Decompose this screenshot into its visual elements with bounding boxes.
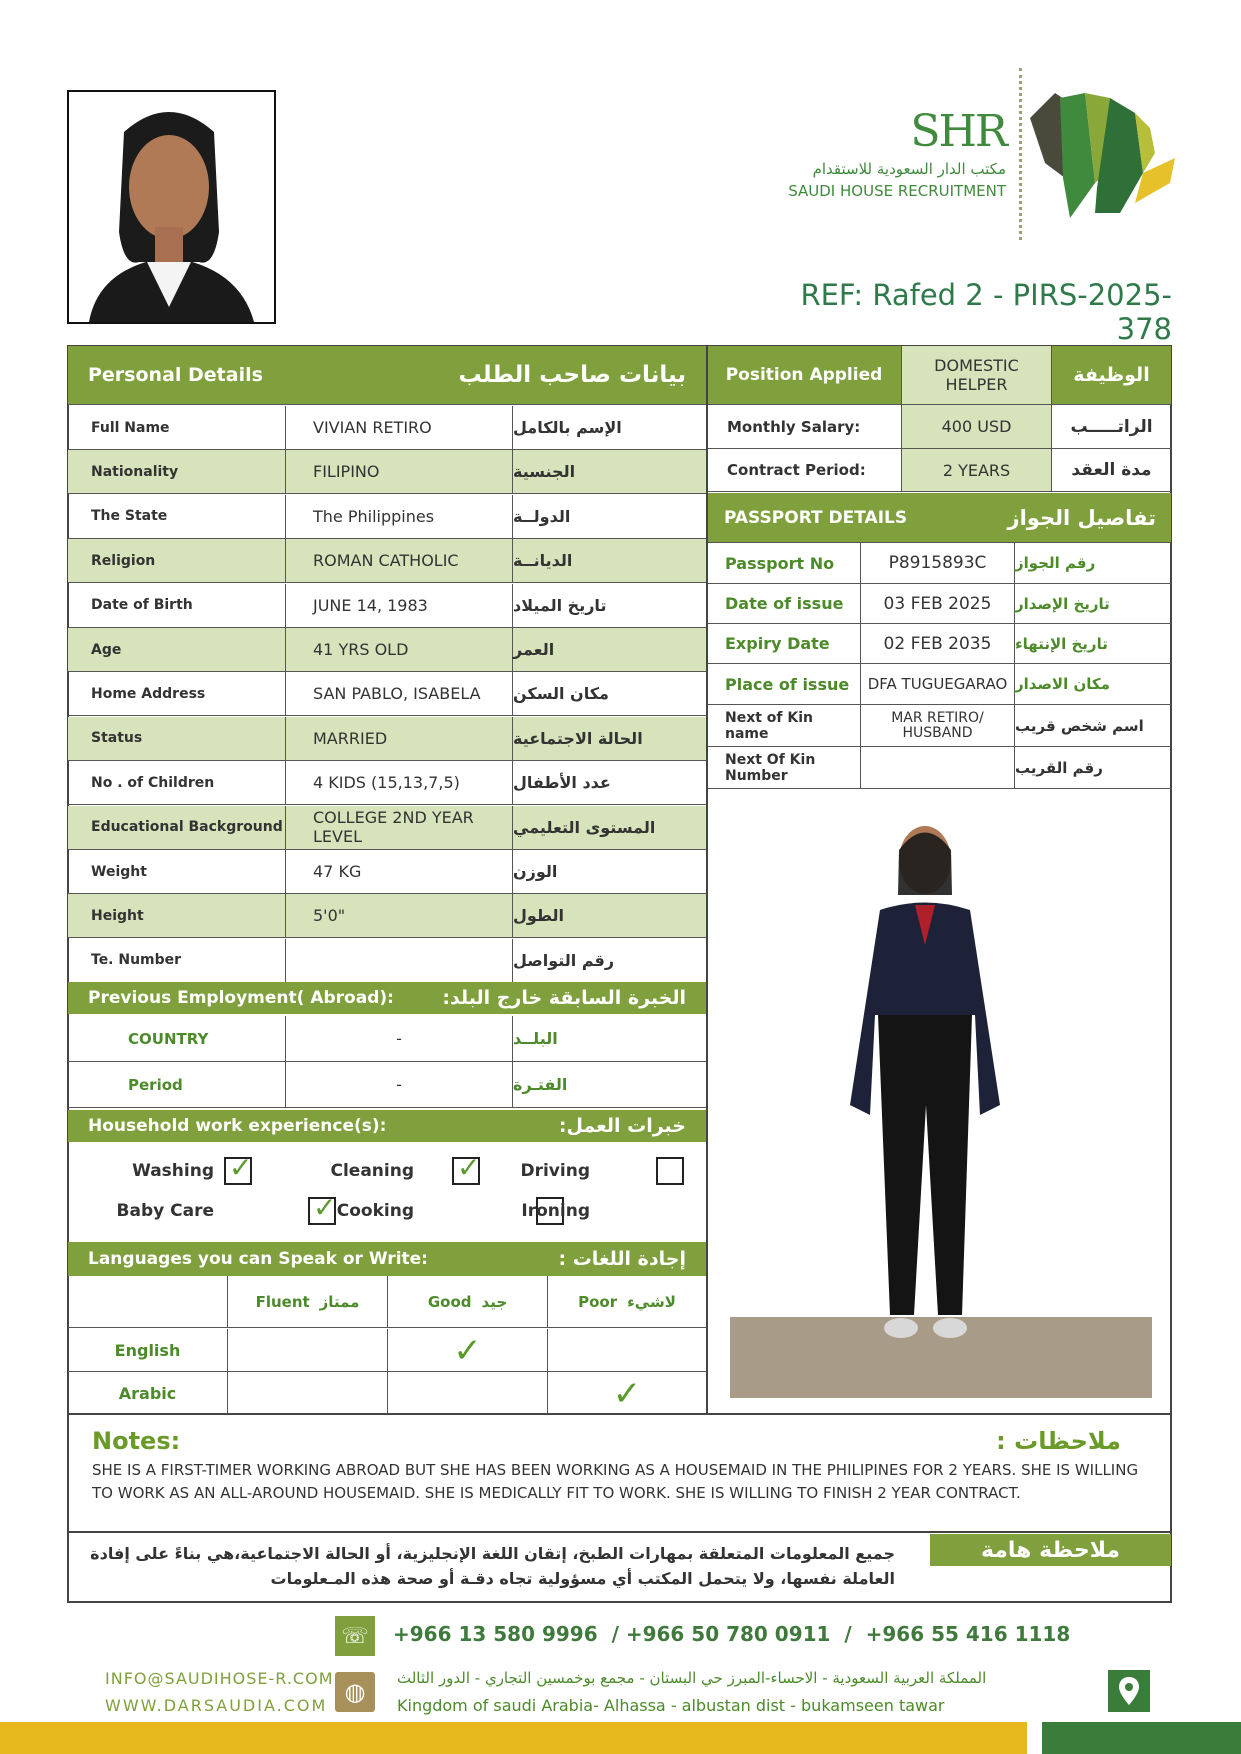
position-applied-ar: الوظيفة — [1052, 346, 1171, 404]
position-applied-value: DOMESTIC HELPER — [902, 346, 1052, 404]
personal-row-value: 4 KIDS (15,13,7,5) — [286, 761, 513, 804]
household-item-label: Cleaning — [330, 1161, 414, 1181]
logo-arabic-name: مكتب الدار السعودية للاستقدام — [812, 160, 1006, 178]
logo-english-name: SAUDI HOUSE RECRUITMENT — [788, 182, 1006, 200]
location-pin-icon — [1108, 1670, 1150, 1712]
important-note-text: جميع المعلومات المتعلقة بمهارات الطبخ، إتقان اللغة الإنجليزية، أو الحالة الاجتماعية،هي بناءً على إفادة العاملة نفسها، ولا يتحمل المكتب أي مسؤولية تجاه دقـة أو صحة هذه المـعلومات — [90, 1544, 895, 1588]
language-level-header — [387, 1276, 547, 1328]
personal-row-label: Nationality — [68, 450, 286, 493]
personal-row-label-ar: مكان السكن — [513, 684, 609, 704]
language-level-en: Fluent — [255, 1293, 310, 1311]
personal-details-header — [68, 346, 706, 405]
position-applied-label: Position Applied — [707, 346, 902, 404]
personal-row-label: Weight — [68, 850, 286, 893]
household-work-header — [68, 1110, 706, 1142]
passport-row-value: DFA TUGUEGARAO — [861, 664, 1015, 704]
passport-row — [707, 747, 1171, 789]
language-level-cell[interactable] — [227, 1372, 387, 1415]
saudi-map-icon — [1025, 88, 1180, 223]
language-level-header — [227, 1276, 387, 1328]
language-level-ar: لاشيء — [627, 1293, 676, 1311]
household-item-label: Cooking — [336, 1201, 414, 1221]
personal-row-label: Date of Birth — [68, 584, 286, 627]
previous-employment-value: - — [286, 1062, 513, 1107]
household-item-label: Ironing — [521, 1201, 590, 1221]
language-row — [68, 1329, 706, 1372]
checkmark-icon: ✓ — [612, 1373, 642, 1414]
notes-title-ar: ملاحظات : — [996, 1427, 1121, 1455]
phone-numbers: +966 13 580 9996 / +966 50 780 0911 / +966 55 416 1118 — [393, 1622, 1071, 1646]
personal-row-value — [286, 939, 513, 982]
monthly-salary-label: Monthly Salary: — [707, 405, 902, 448]
household-work-title-ar: خبرات العمل: — [558, 1115, 686, 1137]
personal-row-label: Te. Number — [68, 939, 286, 982]
previous-employment-label-ar: البلــد — [513, 1029, 558, 1048]
personal-row — [68, 450, 706, 494]
contract-period-ar: مدة العقد — [1071, 460, 1152, 480]
personal-row-label: Age — [68, 628, 286, 671]
personal-row — [68, 672, 706, 716]
logo-divider — [1019, 68, 1022, 240]
company-logo — [770, 106, 1006, 200]
personal-row — [68, 894, 706, 938]
personal-row-label-ar: تاريخ الميلاد — [513, 595, 607, 615]
notes-text: SHE IS A FIRST-TIMER WORKING ABROAD BUT SHE HAS BEEN WORKING AS A HOUSEMAID IN THE PHILIPINES FOR 2 YEARS. SHE IS WILLING TO WORK AS AN ALL-AROUND HOUSEMAID. SHE IS MEDICALLY FIT TO WORK. SHE IS WILLING TO FINISH 2 YEAR CONTRACT. — [92, 1461, 1139, 1502]
language-level-en: Good — [427, 1293, 472, 1311]
contract-period-row — [707, 449, 1171, 492]
personal-row-label: Home Address — [68, 672, 286, 715]
contract-period-value: 2 YEARS — [902, 449, 1052, 491]
personal-row-value: FILIPINO — [286, 450, 513, 493]
passport-row — [707, 584, 1171, 624]
personal-row — [68, 761, 706, 805]
website-link[interactable]: WWW.DARSAUDIA.COM — [105, 1696, 328, 1715]
languages-title-ar: إجادة اللغات : — [558, 1248, 686, 1270]
personal-row-label: Full Name — [68, 406, 286, 449]
checkmark-icon: ✓ — [457, 1151, 481, 1184]
personal-row-label: No . of Children — [68, 761, 286, 804]
notes-section — [68, 1413, 1171, 1533]
position-applied-row — [707, 346, 1171, 405]
personal-row-label: Height — [68, 894, 286, 937]
passport-row-label: Next Of Kin Number — [707, 747, 861, 788]
personal-row-label-ar: الجنسية — [513, 462, 576, 482]
personal-row-label-ar: الإسم بالكامل — [513, 418, 622, 437]
previous-employment-row — [68, 1016, 706, 1062]
language-level-cell[interactable] — [227, 1329, 387, 1372]
previous-employment-label: Period — [68, 1062, 286, 1107]
language-name: Arabic — [118, 1384, 177, 1403]
monthly-salary-value: 400 USD — [902, 405, 1052, 448]
language-level-cell[interactable] — [547, 1329, 706, 1372]
personal-row — [68, 850, 706, 894]
passport-row-value: 02 FEB 2035 — [861, 624, 1015, 663]
globe-icon: ◍ — [335, 1672, 375, 1712]
logo-mark: SHR — [910, 106, 1006, 157]
passport-row-label: Passport No — [707, 543, 861, 583]
languages-header — [68, 1242, 706, 1276]
personal-row-value: VIVIAN RETIRO — [286, 406, 513, 449]
household-work-title: Household work experience(s): — [88, 1116, 387, 1136]
personal-row — [68, 539, 706, 583]
passport-row-label: Place of issue — [707, 664, 861, 704]
personal-row-label-ar: الطول — [513, 906, 564, 926]
passport-row-value: MAR RETIRO/ HUSBAND — [861, 705, 1015, 746]
personal-row-label-ar: رقم التواصل — [513, 950, 615, 970]
languages-header-row — [68, 1276, 706, 1328]
address-english: Kingdom of saudi Arabia- Alhassa - albustan dist - bukamseen tawar — [397, 1696, 945, 1715]
personal-row-value: 47 KG — [286, 850, 513, 893]
personal-row-label-ar: الوزن — [513, 862, 558, 881]
passport-row-label: Next of Kin name — [707, 705, 861, 746]
checkmark-icon: ✓ — [313, 1191, 337, 1224]
personal-details-title: Personal Details — [88, 364, 263, 386]
previous-employment-row — [68, 1062, 706, 1108]
personal-row-value: The Philippines — [286, 495, 513, 538]
passport-row-value: P8915893C — [861, 543, 1015, 583]
personal-row-label: Religion — [68, 539, 286, 582]
passport-row-label: Expiry Date — [707, 624, 861, 663]
previous-employment-value: - — [286, 1016, 513, 1061]
personal-row-value: ROMAN CATHOLIC — [286, 539, 513, 582]
previous-employment-title-ar: الخبرة السابقة خارج البلد: — [442, 987, 686, 1009]
language-row — [68, 1372, 706, 1415]
personal-details-title-ar: بيانات صاحب الطلب — [458, 362, 686, 388]
portrait-photo — [67, 90, 276, 324]
personal-row-value: 5'0" — [286, 894, 513, 937]
language-level-cell[interactable] — [387, 1372, 547, 1415]
passport-row-label-ar: تاريخ الإنتهاء — [1015, 634, 1108, 653]
passport-details-title: PASSPORT DETAILS — [724, 507, 908, 528]
email-link[interactable]: INFO@SAUDIHOSE-R.COM — [105, 1669, 334, 1688]
column-divider — [706, 346, 708, 1413]
language-level-en: Poor — [578, 1293, 618, 1311]
personal-row — [68, 406, 706, 450]
household-item-checkbox[interactable] — [656, 1157, 684, 1185]
personal-row-label-ar: المستوى التعليمي — [513, 817, 656, 837]
address-arabic: المملكة العربية السعودية - الاحساء-المبرز حي البستان - مجمع بوخمسين التجاري - الدور الثالث — [397, 1669, 987, 1687]
previous-employment-label-ar: الفتـرة — [513, 1075, 568, 1094]
personal-row-label: Educational Background — [68, 806, 286, 849]
passport-row-value: 03 FEB 2025 — [861, 584, 1015, 623]
checkmark-icon: ✓ — [453, 1330, 482, 1371]
passport-details-header — [707, 493, 1171, 543]
previous-employment-title: Previous Employment( Abroad): — [88, 988, 394, 1008]
household-item-label: Driving — [520, 1161, 590, 1181]
personal-row-label-ar: الدولــة — [513, 506, 571, 526]
phone-icon: ☏ — [335, 1616, 375, 1656]
personal-row-value: COLLEGE 2ND YEAR LEVEL — [286, 806, 513, 849]
personal-row-label: The State — [68, 495, 286, 538]
personal-row — [68, 939, 706, 983]
passport-row — [707, 664, 1171, 705]
full-body-photo — [730, 815, 1152, 1398]
passport-row — [707, 624, 1171, 664]
passport-details-title-ar: تفاصيل الجواز — [1007, 505, 1156, 530]
personal-row-value: SAN PABLO, ISABELA — [286, 672, 513, 715]
language-level-cell[interactable] — [387, 1329, 547, 1372]
footer-yellow-band — [0, 1722, 1027, 1754]
personal-row — [68, 628, 706, 672]
passport-row-label-ar: رقم الجواز — [1015, 554, 1096, 572]
contract-period-label: Contract Period: — [707, 449, 902, 491]
reference-number: REF: Rafed 2 - PIRS-2025-378 — [800, 278, 1172, 346]
passport-row — [707, 705, 1171, 747]
previous-employment-header — [68, 982, 706, 1014]
language-level-cell[interactable] — [547, 1372, 706, 1415]
passport-row-label-ar: تاريخ الإصدار — [1015, 594, 1110, 613]
personal-row — [68, 806, 706, 850]
personal-row-label: Status — [68, 717, 286, 760]
personal-row — [68, 584, 706, 628]
notes-title: Notes: — [92, 1427, 181, 1455]
personal-row-label-ar: العمر — [513, 640, 555, 659]
personal-row — [68, 495, 706, 539]
passport-row-value — [861, 747, 1015, 788]
language-level-ar: جيد — [481, 1293, 508, 1311]
languages-title: Languages you can Speak or Write: — [88, 1249, 428, 1269]
language-level-ar: ممتاز — [319, 1293, 360, 1311]
personal-row-label-ar: عدد الأطفال — [513, 773, 611, 793]
monthly-salary-ar: الراتـــــب — [1070, 416, 1153, 437]
important-note-title: ملاحظة هامة — [930, 1534, 1171, 1566]
passport-row-label-ar: مكان الاصدار — [1015, 675, 1110, 693]
passport-row — [707, 543, 1171, 584]
passport-row-label-ar: اسم شخص قريب — [1015, 716, 1144, 735]
language-level-header — [547, 1276, 706, 1328]
footer-green-band — [1042, 1722, 1241, 1754]
household-item-checkbox[interactable] — [224, 1151, 253, 1185]
personal-row-label-ar: الحالة الاجتماعية — [513, 728, 643, 748]
checkmark-icon: ✓ — [229, 1151, 253, 1184]
household-item-label: Baby Care — [116, 1201, 214, 1221]
personal-row-value: MARRIED — [286, 717, 513, 760]
personal-row — [68, 717, 706, 761]
monthly-salary-row — [707, 405, 1171, 449]
household-item-label: Washing — [132, 1161, 214, 1181]
personal-row-value: 41 YRS OLD — [286, 628, 513, 671]
passport-row-label-ar: رقم القريب — [1015, 758, 1103, 777]
personal-row-value: JUNE 14, 1983 — [286, 584, 513, 627]
personal-row-label-ar: الديانــة — [513, 551, 573, 571]
language-name: English — [114, 1341, 181, 1360]
passport-row-label: Date of issue — [707, 584, 861, 623]
previous-employment-label: COUNTRY — [68, 1016, 286, 1061]
